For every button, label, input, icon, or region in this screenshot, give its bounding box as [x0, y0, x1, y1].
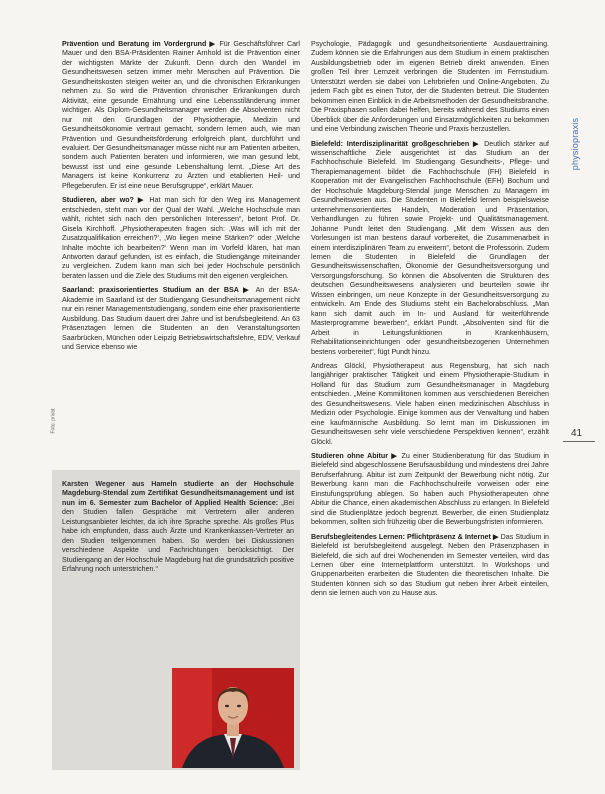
- right-paragraph-2: Bielefeld: Interdisziplinarität großgeschrieben ▶ Deutlich stärker auf wissenschaftliche Ziele ausgerichtet ist das Studium an der Fachhochschule Bielefeld. Im Studiengang Gesundheits-, Pflege- und Therapiemanagement bildet die Fachhochschule (FH) Bielefeld in Kooperation mit der Evangelischen Fachhochschule (EFH) Bochum und der Hochschule Magdeburg-Stendal junge Menschen zu Managern im Gesundheitswesen aus. Die Studenten in Bielefeld lernen beispielsweise unternehmensorientiertes Handeln, Moderation und Präsentation, Verhandlungen zu führen sowie Projekt- und Qualitätsmanagement. Johanne Pundt leitet den Studiengang. „Mit dem Wissen aus den Vorlesungen ist man bestens darauf vorbereitet, die Zusammenarbeit in einem interdisziplinären Team zu erweitern“, betont die Professorin. Zudem lernen die Studenten in Bielefeld die Grundlagen der Gesundheitswissenschaften, Ökonomie der Gesundheitsversorgung und Versorgungsforschung. So können die Absolventen die Strukturen des deutschen Gesundheitswesens analysieren und beurteilen sowie ihr Wissen einbringen, um neue Konzepte in der Gesundheitsversorgung zu entwickeln. Am Ende des Studiums steht ein Bachelorabschluss. „Man kann sich damit auch im In- und Ausland für weiterführende Masterprogramme bewerben“, erklärt Pundt. „Absolventen sind für die Arbeit in Leitungsfunktionen in Krankenhäusern, Rehabilitationseinrichtungen oder gesundheitsbezogenen Unternehmen bestens vorbereitet“, fügt Pundt hinzu.: [311, 139, 549, 356]
- side-brand: physiopraxis: [570, 117, 580, 171]
- testimonial-text: [62, 480, 294, 575]
- right-paragraph-5: Berufsbegleitendes Lernen: Pflichtpräsenz & Internet ▶ Das Studium in Bielefeld ist berufsbegleitend ausgelegt. Neben den Präsenzphasen in Bielefeld, die sich auf drei Wochenenden im Semester verteilen, wird das Lernen über eine Internetplattform unterstützt. In Workshops und Gruppenarbeiten erarbeiten die Studenten die theoretischen Inhalte. Die Studenten können sich so das Studium gut neben ihrer Arbeit einteilen, denn sie lernen auch von zu Hause aus.: [311, 532, 549, 598]
- testimonial-quote: „Bei den Studien fallen Gespräche mit Vertretern aller anderen Leistungsanbieter leichter, da ich ihre Sprache spreche. Als großes Plus habe ich empfunden, dass auch Ärzte und Krankenkassen-Vertreter an den Studien teilgenommen haben. So werden bei Diskussionen verschiedene Aspekte und Fachrichtungen berücksichtigt. Der Studiengang an der Hochschule Magdeburg hat die grundsätzlich positive Erfahrung noch unterstrichen.“: [62, 498, 294, 574]
- photo-credit: Foto: privat: [50, 408, 57, 434]
- right-paragraph-3: Andreas Glöckl, Physiotherapeut aus Regensburg, hat sich nach langjähriger praktischer Tätigkeit und einem Physiotherapie-Studium in Holland für das Studium zum Gesundheitsmanager in Magdeburg entschieden. „Meine Kommilitonen kommen aus verschiedenen Bereichen des Gesundheitswesens. Viele haben einen medizinischen Abschluss in Medizin oder Psychologie. Einige kommen aus der Verwaltung und haben eine kaufmännische Ausbildung. So lernt man im Diskussionen im Gesundheitswesen sehr viele verschiedene Perspektiven kennen“, erzählt Glöckl.: [311, 361, 549, 446]
- right-paragraph-4: Studieren ohne Abitur ▶ Zu einer Studienberatung für das Studium in Bielefeld sind abgeschlossene Berufsausbildung und mindestens drei Jahre Berufserfahrung. Abitur ist zum Zeitpunkt der Bewerbung nicht nötig. Zur Bewerbung kann man die Fachhochschulreife vorweisen oder eine Einstufungsprüfung ablegen. So haben auch Physiotherapeuten ohne Abitur die Chance, einen akademischen Abschluss zu erlangen. In Bielefeld sind die Studienplätze jedoch begrenzt. Bewerber, die einen Studienplatz bekommen, sollten sich frühzeitig über die Bewerbungsfristen informieren.: [311, 452, 549, 527]
- portrait-photo: [172, 668, 294, 768]
- page-number-rule: [563, 441, 595, 442]
- right-column: [311, 40, 549, 604]
- left-paragraph-3: Saarland: praxisorientiertes Studium an der BSA ▶ An der BSA-Akademie im Saarland ist der Studiengang Gesundheitsmanagement nicht nur ein reiner Managementstudiengang, sondern eine eher praxisorientierte Ausbildung. Das Studium dauert drei Jahre und ist berufsbegleitend. An 63 Präsenztagen lernen die Studenten an den Veranstaltungsorten Saarbrücken, München oder Leipzig Betriebswirtschaftslehre, EDV, Verkauf und Service ebenso wie: [62, 286, 300, 352]
- left-paragraph-2: Studieren, aber wo? ▶ Hat man sich für den Weg ins Management entschieden, steht man vor der Qual der Wahl. „Welche Hochschule man wählt, richtet sich nach den persönlichen Interessen“, betont Prof. Dr. Gisela Kirchhoff. „Physiotherapeuten fragen sich: ‚Was will ich mit der Zusatzqualifikation erreichen?‘, ‚Wo liegen meine Stärken?‘ oder ‚Welche Inhalte möchte ich bearbeiten?‘ Wenn man im Vorfeld klären, hat man Antworten darauf gefunden, ist es einfach, die Studiengänge miteinander zu vergleichen. Zudem kann man sich bei jeder Hochschule persönlich beraten lassen und die Ziele des Studiums mit den eigenen vergleichen.: [62, 196, 301, 280]
- left-paragraph-1: Prävention und Beratung im Vordergrund ▶ Für Geschäftsführer Carl Mauer und den BSA-Präsidenten Rainer Arnhold ist die Prävention einer der wichtigsten Märkte der Zukunft. Denn durch den Wandel im Gesundheitswesen setzen immer mehr Menschen auf Prävention. Die Gesundheitskosten steigen weiter an, und die chronischen Erkrankungen nehmen zu. So wird die Prävention chronischer Erkrankungen durch Aktivität, eine gesunde Ernährung und eine Lebensstiländerung immer wichtiger. Als Diplom-Gesundheitsmanager werden die Absolventen nicht nur mit den Grundlagen der Physiotherapie, Medizin und Gesundheitsökonomie vertraut gemacht, sondern lernen auch, wie man Prävention und Gesundheitsförderung erfolgreich plant, durchführt und evaluiert. Der Gesundheitsmanager müsse nicht nur am Patienten arbeiten, sondern auch Patienten beraten und informieren, wie man gesund lebt, bewusst isst und eine gesunde Lebenshaltung lernt. „Diese Art des Managers ist keine Konkurrenz zu Ärzten und etablierten Heil- und Pflegeberufen. Er ist eine neue Berufsgruppe“, erklärt Mauer.: [62, 40, 300, 190]
- left-column: [62, 40, 300, 358]
- testimonial-title: Karsten Wegener aus Hameln studierte an der Hochschule Magdeburg-Stendal zum Zertifikat Gesundheitsmanagement und ist nun im 6. Semester zum Bachelor of Applied Health Science:: [62, 480, 294, 507]
- right-paragraph-1: Psychologie, Pädagogik und gesundheitsorientierte Ausdauertraining. Zudem können sie die Erfahrungen aus dem Studium in einem praktischen Ausbildungsbetrieb oder im eigenen Betrieb direkt anwenden. Einen großen Teil ihrer Lernzeit verbringen die Studenten im Fernstudium. Unterstützt werden sie dabei von Lehrbriefen und Online-Angeboten. Zu jedem Fach gibt es einen Tutor, der die Studenten betreut. Die Studenten bekommen einen Einblick in die Arbeitsmethoden der Gesundheitsbranche. Die Praxisphasen sollen dabei helfen, bereits während des Studiums einen Überblick über die Anforderungen und Einsatzmöglichkeiten zu bekommen und eine Verbindung zwischen Theorie und Praxis herzustellen.: [311, 40, 549, 134]
- portrait-illustration: [172, 668, 294, 768]
- page-number: 41: [571, 428, 583, 439]
